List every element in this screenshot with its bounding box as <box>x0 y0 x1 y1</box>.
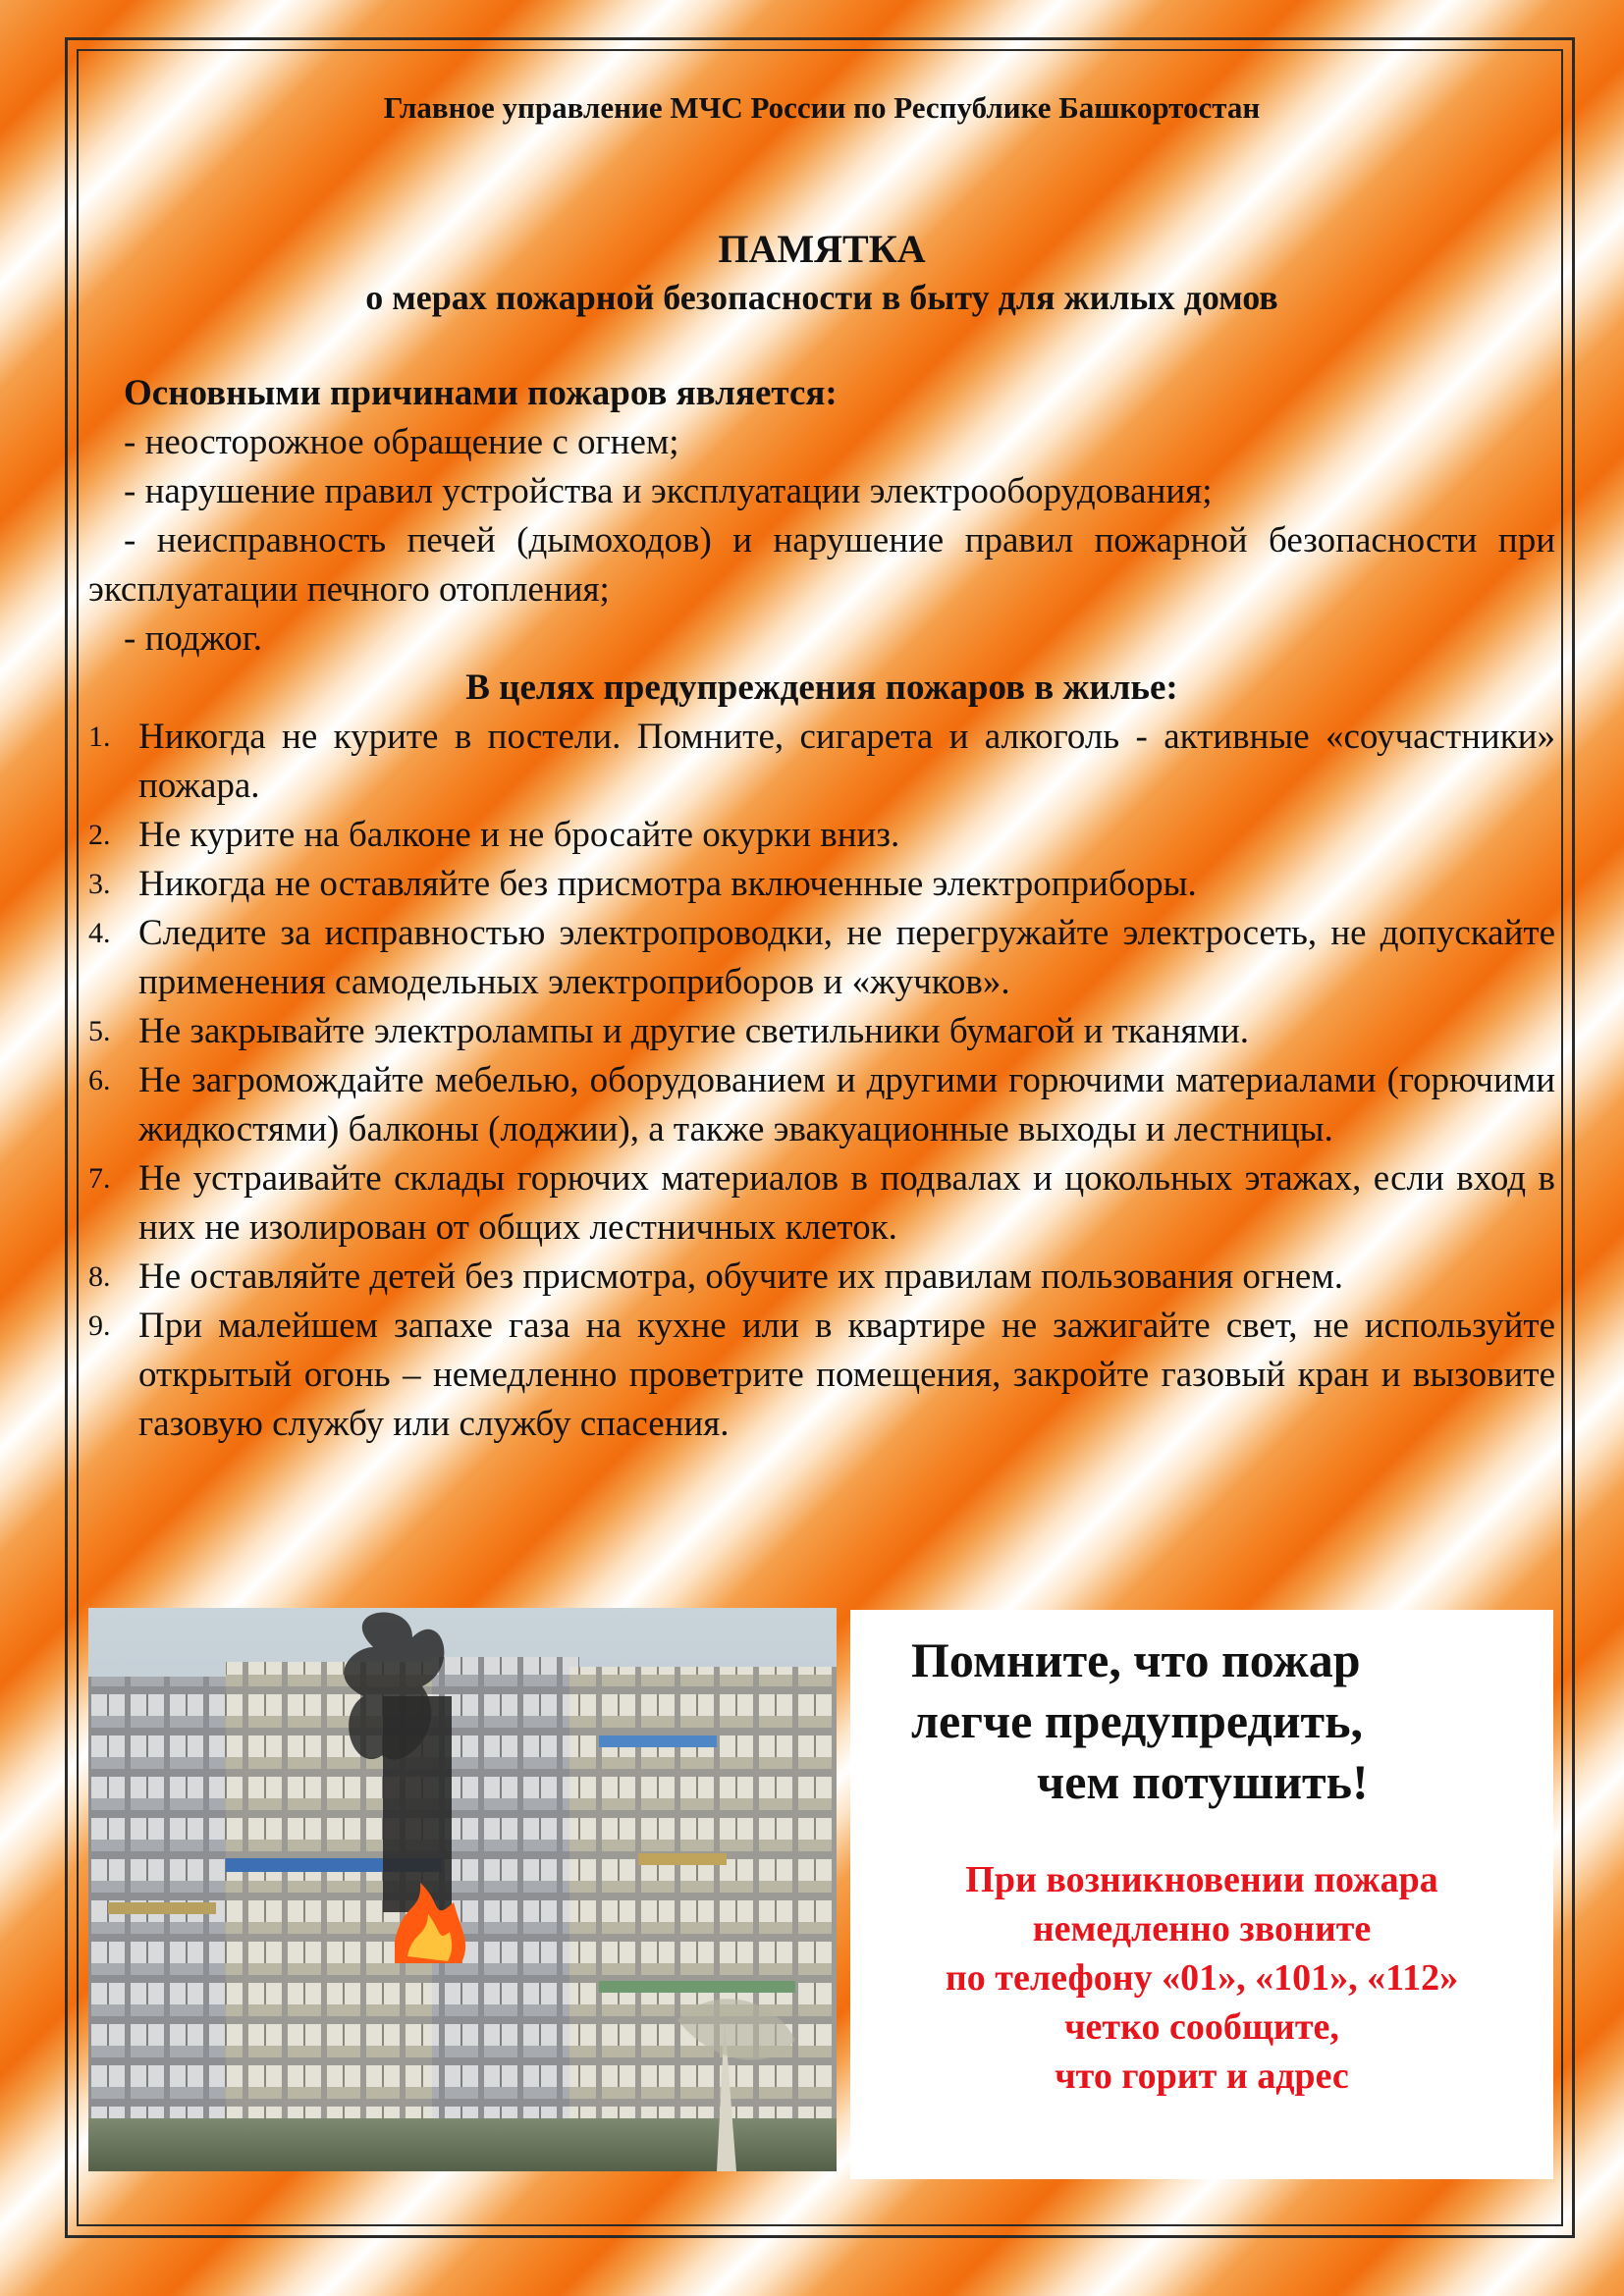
list-item-number: 1. <box>88 721 111 753</box>
emergency-call-instructions <box>850 1855 1553 2101</box>
cause-item: - неосторожное обращение с огнем; <box>124 422 679 462</box>
memo-subtitle: о мерах пожарной безопасности в быту для жилых домов <box>365 278 1278 317</box>
slogan-line: легче предупредить, <box>911 1693 1364 1748</box>
memo-content <box>88 86 1555 1449</box>
list-item <box>88 1253 1555 1302</box>
causes-section <box>88 369 1555 664</box>
list-item-number: 9. <box>88 1309 111 1342</box>
burning-building-photo <box>88 1608 837 2171</box>
list-item-number: 3. <box>88 868 111 900</box>
warning-notice-box <box>850 1610 1553 2179</box>
list-item <box>88 860 1555 909</box>
list-item <box>88 1007 1555 1056</box>
list-item <box>88 1302 1555 1449</box>
cause-item: - нарушение правил устройства и эксплуатации электрооборудования; <box>124 471 1213 511</box>
call-line: немедленно звоните <box>1032 1908 1372 1949</box>
list-item-text: Не оставляйте детей без присмотра, обучите их правилам пользования огнем. <box>138 1256 1343 1297</box>
slogan-line: чем потушить! <box>1037 1754 1369 1809</box>
call-line: по телефону «01», «101», «112» <box>945 1957 1459 1999</box>
list-item-number: 5. <box>88 1015 111 1047</box>
prevention-rules-list <box>88 713 1555 1449</box>
organization-name: Главное управление МЧС России по Республике Башкортостан <box>383 90 1261 125</box>
list-item-text: При малейшем запахе газа на кухне или в квартире не зажигайте свет, не используйте открытый огонь – немедленно проветрите помещения, закройте газовый кран и вызовите газовую службу или службу спасения. <box>138 1306 1555 1444</box>
list-item-text: Никогда не курите в постели. Помните, сигарета и алкоголь - активные «соучастники» пожара. <box>138 717 1555 806</box>
prevention-heading: В целях предупреждения пожаров в жилье: <box>465 667 1178 708</box>
slogan-line: Помните, что пожар <box>911 1632 1361 1687</box>
list-item <box>88 909 1555 1007</box>
list-item-number: 6. <box>88 1064 111 1096</box>
remember-slogan <box>850 1629 1553 1812</box>
call-line: При возникновении пожара <box>965 1859 1438 1900</box>
list-item-number: 2. <box>88 819 111 851</box>
cause-item: - поджог. <box>124 618 263 659</box>
list-item-number: 8. <box>88 1260 111 1293</box>
list-item <box>88 1154 1555 1253</box>
list-item-number: 7. <box>88 1162 111 1195</box>
list-item-text: Не загромождайте мебелью, оборудованием и другими горючими материалами (горючими жидкостями) балконы (лоджии), а также эвакуационные выходы и лестницы. <box>138 1060 1555 1149</box>
list-item <box>88 713 1555 811</box>
list-item-text: Никогда не оставляйте без присмотра включенные электроприборы. <box>138 864 1197 904</box>
list-item-number: 4. <box>88 917 111 949</box>
list-item <box>88 1056 1555 1154</box>
call-line: что горит и адрес <box>1055 2056 1349 2097</box>
call-line: четко сообщите, <box>1064 2006 1339 2048</box>
list-item-text: Следите за исправностью электропроводки, не перегружайте электросеть, не допускайте применения самодельных электроприборов и «жучков». <box>138 913 1555 1002</box>
list-item-text: Не устраивайте склады горючих материалов в подвалах и цокольных этажах, если вход в них не изолирован от общих лестничных клеток. <box>138 1158 1555 1248</box>
causes-heading: Основными причинами пожаров является: <box>124 373 838 413</box>
list-item-text: Не закрывайте электролампы и другие светильники бумагой и тканями. <box>138 1011 1249 1051</box>
memo-title: ПАМЯТКА <box>718 227 926 271</box>
list-item-text: Не курите на балконе и не бросайте окурки вниз. <box>138 815 900 855</box>
cause-item: - неисправность печей (дымоходов) и нарушение правил пожарной безопасности при эксплуатации печного отопления; <box>88 520 1555 610</box>
list-item <box>88 811 1555 860</box>
